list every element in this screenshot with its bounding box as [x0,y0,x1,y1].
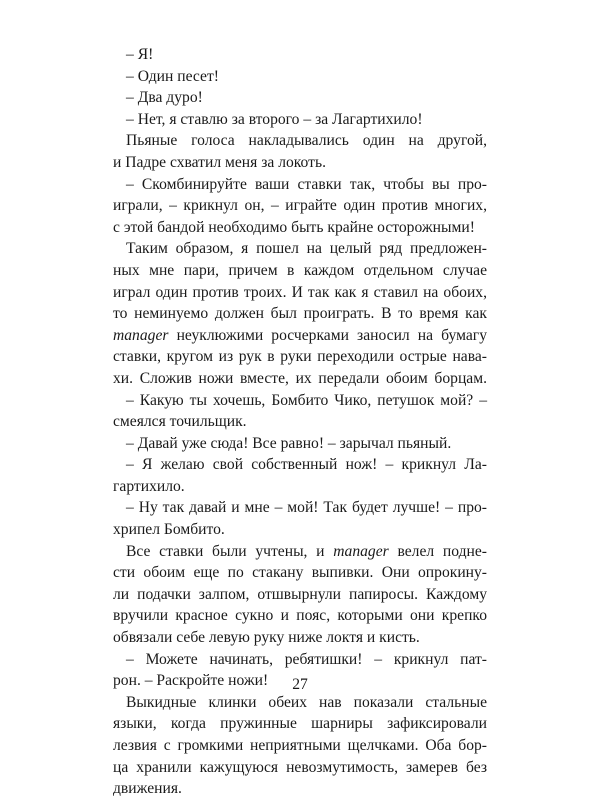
text-line: смеялся точильщик. [113,413,247,431]
text-line: обвязали себе левую руку ниже локтя и кисть. [113,629,420,647]
text-line: играл один против троих. И так как я ставил на обоих, [113,283,487,301]
text-line: manager неуклюжими росчерками заносил на бумагу [113,326,487,344]
text-line: Выкидные клинки обеих нав показали стальные [126,693,487,711]
text-line: хрипел Бомбито. [113,521,225,539]
text-line: рон. – Раскройте ножи! [113,672,269,690]
text-line: играли, – крикнул он, – играйте один против многих, [113,197,487,215]
text-line: ных мне пари, причем в каждом отдельном случае [113,261,487,279]
text-line: – Скомбинируйте ваши ставки так, чтобы вы про- [126,175,487,193]
text-line: – Два дуро! [126,89,203,107]
text-line: с этой бандой необходимо быть крайне осторожными! [113,218,475,236]
text-line: то неминуемо должен был проиграть. В то время как [113,305,487,323]
text-line: лезвия с громкими неприятными щелчками. Оба бор- [113,737,487,754]
text-line: – Давай уже сюда! Все равно! – зарычал пьяный. [126,434,452,452]
text-line: – Какую ты хочешь, Бомбито Чико, петушок мой? – [126,391,487,409]
text-line: и Падре схватил меня за локоть. [113,153,326,171]
text-line: – Ну так давай и мне – мой! Так будет лучше! – про- [126,499,487,517]
text-line: – Один песет! [126,67,219,85]
text-line: ли подачки залпом, отшвырнули папиросы. Каждому [113,585,487,603]
text-line: – Можете начинать, ребятишки! – крикнул пат- [126,650,487,668]
text-line: – Я желаю свой собственный нож! – крикнул Ла- [126,456,487,474]
text-line: сти обоим еще по стакану выпивки. Они опрокину- [113,564,487,582]
text-line: гартихило. [113,477,185,495]
text-line: движения. [113,780,182,798]
text-line: ца хранили кажущуюся невозмутимость, замерев без [113,758,487,776]
page-number: 27 [292,676,308,693]
text-line: Таким образом, я пошел на целый ряд предложен- [126,240,487,258]
text-line: вручили красное сукно и пояс, которыми они крепко [113,607,487,625]
text-line: Все ставки были учтены, и manager велел подне- [126,542,487,560]
text-line: хи. Сложив ножи вместе, их передали обоим борцам. [113,369,487,387]
text-line: Пьяные голоса накладывались один на другой, [126,132,487,150]
text-line: языки, когда пружинные шарниры зафиксировали [113,715,487,733]
text-line: ставки, кругом из рук в руки переходили острые нава- [113,348,487,366]
text-line: – Я! [126,46,154,63]
text-line: – Нет, я ставлю за второго – за Лагартихило! [126,110,423,128]
